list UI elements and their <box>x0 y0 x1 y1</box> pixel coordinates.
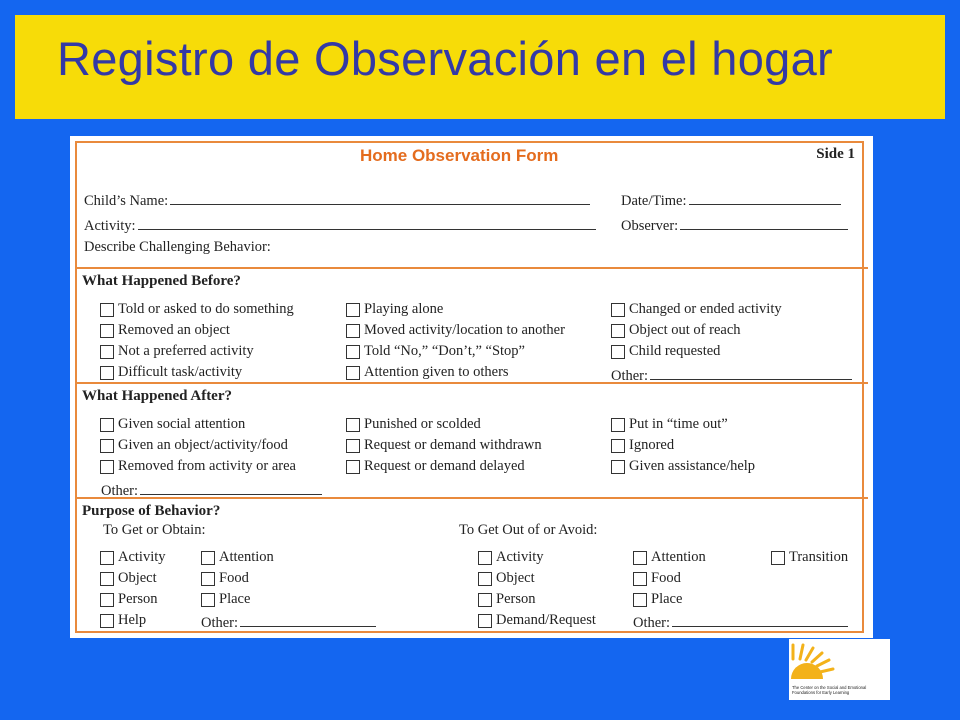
checkbox[interactable] <box>100 460 114 474</box>
title-bar <box>15 15 945 119</box>
observer-field[interactable] <box>621 216 848 235</box>
checkbox[interactable] <box>611 324 625 338</box>
checkbox[interactable] <box>478 551 492 565</box>
checkbox[interactable] <box>478 572 492 586</box>
checkbox[interactable] <box>346 418 360 432</box>
csefel-logo <box>789 639 890 700</box>
get-out-avoid-label: To Get Out of or Avoid: <box>459 522 598 538</box>
checkbox-option[interactable] <box>346 437 542 454</box>
checkbox-option[interactable] <box>633 591 682 608</box>
checkbox[interactable] <box>611 345 625 359</box>
checkbox-label: Told “No,” “Don’t,” “Stop” <box>364 343 525 359</box>
checkbox[interactable] <box>100 366 114 380</box>
checkbox-option[interactable] <box>201 570 249 587</box>
checkbox-option[interactable] <box>611 458 755 475</box>
checkbox-label: Attention given to others <box>364 364 509 380</box>
checkbox-label: Difficult task/activity <box>118 364 243 380</box>
avoid-other-label: Other: <box>633 615 671 631</box>
checkbox-option[interactable] <box>771 549 848 566</box>
checkbox-label: Object <box>496 570 535 586</box>
checkbox-option[interactable] <box>478 549 544 566</box>
side-label: Side 1 <box>816 146 855 162</box>
slide-title: Registro de Observación en el hogar <box>57 32 833 85</box>
checkbox-option[interactable] <box>611 437 674 454</box>
after-other-field[interactable] <box>101 481 322 500</box>
checkbox[interactable] <box>100 418 114 432</box>
childs-name-field[interactable] <box>84 191 590 210</box>
checkbox[interactable] <box>201 551 215 565</box>
checkbox-option[interactable] <box>100 301 294 318</box>
checkbox-option[interactable] <box>611 322 741 339</box>
checkbox[interactable] <box>633 593 647 607</box>
form-border <box>75 141 864 633</box>
checkbox-label: Changed or ended activity <box>629 301 782 317</box>
checkbox-label: Place <box>219 591 251 607</box>
checkbox-label: Demand/Request <box>496 612 596 628</box>
checkbox-label: Attention <box>651 549 706 565</box>
checkbox-label: Given assistance/help <box>629 458 756 474</box>
checkbox-label: Put in “time out” <box>629 416 728 432</box>
checkbox[interactable] <box>611 439 625 453</box>
checkbox-option[interactable] <box>346 364 509 381</box>
checkbox-option[interactable] <box>100 416 245 433</box>
checkbox-label: Person <box>496 591 536 607</box>
checkbox-label: Food <box>219 570 249 586</box>
checkbox-label: Activity <box>496 549 544 565</box>
checkbox[interactable] <box>100 303 114 317</box>
before-heading: What Happened Before? <box>82 273 241 289</box>
checkbox[interactable] <box>478 614 492 628</box>
checkbox-label: Activity <box>118 549 166 565</box>
avoid-other-field[interactable] <box>633 613 848 632</box>
checkbox-option[interactable] <box>201 591 250 608</box>
checkbox-option[interactable] <box>100 549 166 566</box>
checkbox-option[interactable] <box>100 612 146 629</box>
checkbox-option[interactable] <box>633 570 681 587</box>
checkbox[interactable] <box>100 324 114 338</box>
checkbox[interactable] <box>100 439 114 453</box>
checkbox-option[interactable] <box>346 343 525 360</box>
checkbox-label: Request or demand withdrawn <box>364 437 542 453</box>
checkbox[interactable] <box>633 572 647 586</box>
checkbox[interactable] <box>771 551 785 565</box>
checkbox-label: Ignored <box>629 437 675 453</box>
checkbox-label: Told or asked to do something <box>118 301 294 317</box>
after-other-line <box>140 481 322 495</box>
checkbox-label: Removed from activity or area <box>118 458 296 474</box>
describe-behavior-label: Describe Challenging Behavior: <box>84 239 271 255</box>
checkbox-option[interactable] <box>346 458 525 475</box>
before-other-line <box>650 366 852 380</box>
observer-label: Observer: <box>621 218 679 234</box>
purpose-heading: Purpose of Behavior? <box>82 503 221 519</box>
avoid-other-line <box>672 613 848 627</box>
checkbox-label: Object out of reach <box>629 322 741 338</box>
activity-line <box>138 216 596 230</box>
checkbox[interactable] <box>346 460 360 474</box>
checkbox-option[interactable] <box>611 416 728 433</box>
checkbox-label: Place <box>651 591 683 607</box>
checkbox-label: Punished or scolded <box>364 416 481 432</box>
childs-name-line <box>170 191 590 205</box>
checkbox-label: Attention <box>219 549 274 565</box>
activity-label: Activity: <box>84 218 136 234</box>
checkbox[interactable] <box>478 593 492 607</box>
after-other-label: Other: <box>101 483 139 499</box>
checkbox-label: Food <box>651 570 681 586</box>
checkbox-label: Removed an object <box>118 322 230 338</box>
checkbox-label: Transition <box>789 549 849 565</box>
before-other-label: Other: <box>611 368 649 384</box>
checkbox[interactable] <box>611 418 625 432</box>
checkbox-option[interactable] <box>100 458 296 475</box>
checkbox[interactable] <box>346 439 360 453</box>
divider-header <box>75 267 868 269</box>
checkbox-label: Help <box>118 612 147 628</box>
before-other-field[interactable] <box>611 366 852 385</box>
checkbox-option[interactable] <box>478 612 596 629</box>
checkbox-option[interactable] <box>478 591 535 608</box>
checkbox-option[interactable] <box>478 570 535 587</box>
checkbox-option[interactable] <box>100 570 157 587</box>
checkbox-option[interactable] <box>346 301 443 318</box>
checkbox[interactable] <box>346 366 360 380</box>
checkbox-option[interactable] <box>611 343 720 360</box>
checkbox-option[interactable] <box>100 364 242 381</box>
get-other-label: Other: <box>201 615 239 631</box>
activity-field[interactable] <box>84 216 596 235</box>
checkbox-option[interactable] <box>611 301 782 318</box>
checkbox-option[interactable] <box>201 549 274 566</box>
checkbox-option[interactable] <box>100 343 254 360</box>
date-time-label: Date/Time: <box>621 193 687 209</box>
checkbox-option[interactable] <box>346 322 565 339</box>
checkbox-label: Given social attention <box>118 416 246 432</box>
date-time-field[interactable] <box>621 191 841 210</box>
checkbox-label: Child requested <box>629 343 721 359</box>
checkbox-option[interactable] <box>100 437 288 454</box>
logo-text: The Center on the Social and Emotional Foundations for Early Learning <box>792 685 867 695</box>
checkbox[interactable] <box>346 303 360 317</box>
checkbox[interactable] <box>100 614 114 628</box>
date-time-line <box>689 191 841 205</box>
get-other-line <box>240 613 376 627</box>
sun-icon <box>789 639 890 685</box>
get-other-field[interactable] <box>201 613 376 632</box>
checkbox-label: Playing alone <box>364 301 444 317</box>
childs-name-label: Child’s Name: <box>84 193 169 209</box>
checkbox[interactable] <box>611 460 625 474</box>
checkbox[interactable] <box>100 593 114 607</box>
checkbox[interactable] <box>346 345 360 359</box>
checkbox-label: Object <box>118 570 157 586</box>
checkbox[interactable] <box>201 593 215 607</box>
checkbox-label: Given an object/activity/food <box>118 437 288 453</box>
checkbox-label: Request or demand delayed <box>364 458 525 474</box>
checkbox-option[interactable] <box>633 549 706 566</box>
checkbox[interactable] <box>346 324 360 338</box>
checkbox[interactable] <box>100 551 114 565</box>
checkbox[interactable] <box>633 551 647 565</box>
checkbox[interactable] <box>201 572 215 586</box>
checkbox-label: Person <box>118 591 158 607</box>
get-obtain-label: To Get or Obtain: <box>103 522 206 538</box>
checkbox[interactable] <box>611 303 625 317</box>
checkbox-option[interactable] <box>100 591 157 608</box>
checkbox-option[interactable] <box>100 322 230 339</box>
checkbox[interactable] <box>100 572 114 586</box>
checkbox-label: Moved activity/location to another <box>364 322 565 338</box>
observer-line <box>680 216 848 230</box>
form-title: Home Observation Form <box>360 146 559 165</box>
after-heading: What Happened After? <box>82 388 232 404</box>
home-observation-form <box>70 136 873 638</box>
checkbox[interactable] <box>100 345 114 359</box>
checkbox-label: Not a preferred activity <box>118 343 254 359</box>
checkbox-option[interactable] <box>346 416 481 433</box>
